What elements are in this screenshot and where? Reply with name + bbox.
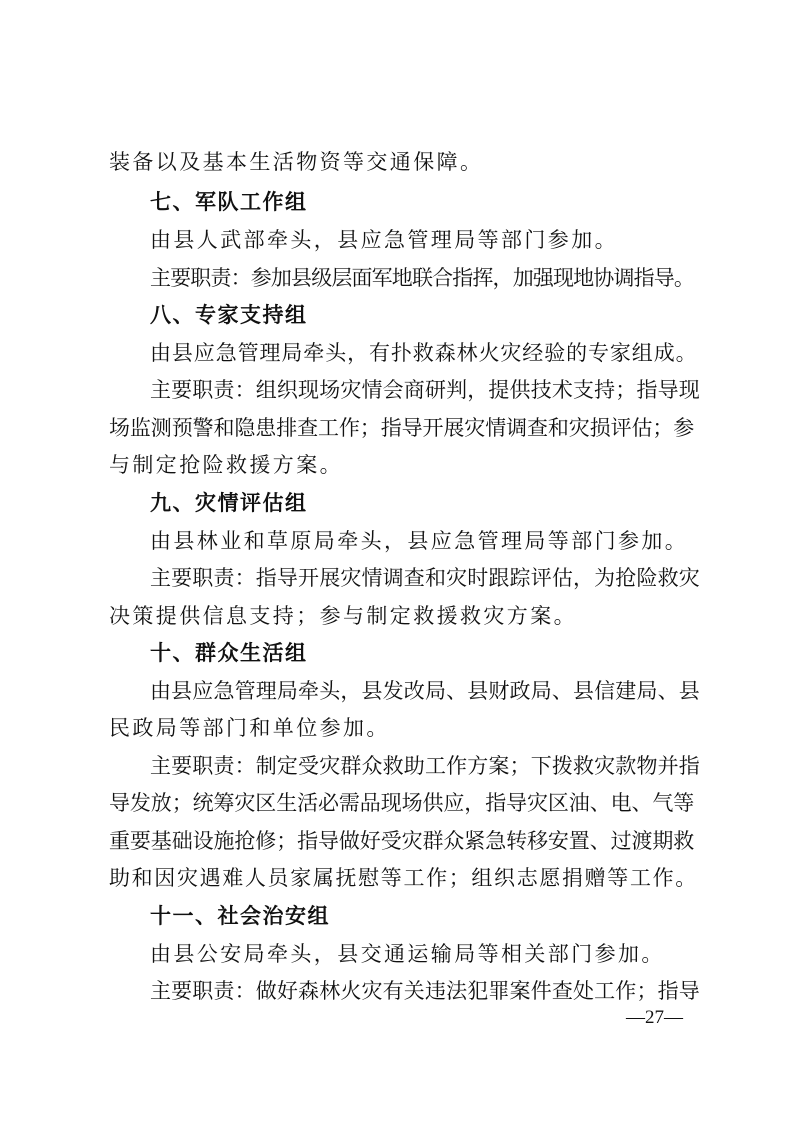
page-number: —27— — [626, 1007, 683, 1028]
paragraph-line: 由县应急管理局牵头，有扑救森林火灾经验的专家组成。 — [150, 341, 698, 365]
section-heading-military-group: 七、军队工作组 — [150, 190, 308, 214]
section-heading-expert-group: 八、专家支持组 — [150, 303, 308, 327]
paragraph-line: 助和因灾遇难人员家属抚慰等工作；组织志愿捐赠等工作。 — [109, 866, 698, 890]
paragraph-line: 场监测预警和隐患排查工作；指导开展灾情调查和灾损评估；参 — [109, 416, 695, 440]
section-heading-public-security-group: 十一、社会治安组 — [150, 904, 330, 928]
paragraph-line: 民政局等部门和单位参加。 — [109, 716, 390, 740]
paragraph-line: 由县林业和草原局牵头，县应急管理局等部门参加。 — [150, 529, 689, 553]
paragraph-line: 装备以及基本生活物资等交通保障。 — [109, 150, 484, 174]
paragraph-line: 导发放；统筹灾区生活必需品现场供应，指导灾区油、电、气等 — [109, 791, 695, 815]
paragraph-line: 重要基础设施抢修；指导做好受灾群众紧急转移安置、过渡期救 — [109, 829, 695, 853]
paragraph-line: 主要职责：组织现场灾情会商研判，提供技术支持；指导现 — [150, 378, 700, 402]
paragraph-line: 主要职责：制定受灾群众救助工作方案；下拨救灾款物并指 — [150, 754, 700, 778]
paragraph-line: 主要职责：指导开展灾情调查和灾时跟踪评估，为抢险救灾 — [150, 566, 700, 590]
paragraph-line: 与制定抢险救援方案。 — [109, 453, 343, 477]
paragraph-line: 主要职责：参加县级层面军地联合指挥，加强现地协调指导。 — [150, 266, 695, 290]
paragraph-line: 由县人武部牵头，县应急管理局等部门参加。 — [150, 228, 618, 252]
section-heading-assessment-group: 九、灾情评估组 — [150, 491, 308, 515]
section-heading-living-group: 十、群众生活组 — [150, 641, 308, 665]
paragraph-line: 由县应急管理局牵头，县发改局、县财政局、县信建局、县 — [150, 679, 700, 703]
paragraph-line: 主要职责：做好森林火灾有关违法犯罪案件查处工作；指导 — [150, 979, 700, 1003]
paragraph-line: 决策提供信息支持；参与制定救援救灾方案。 — [109, 604, 577, 628]
paragraph-line: 由县公安局牵头，县交通运输局等相关部门参加。 — [150, 942, 665, 966]
